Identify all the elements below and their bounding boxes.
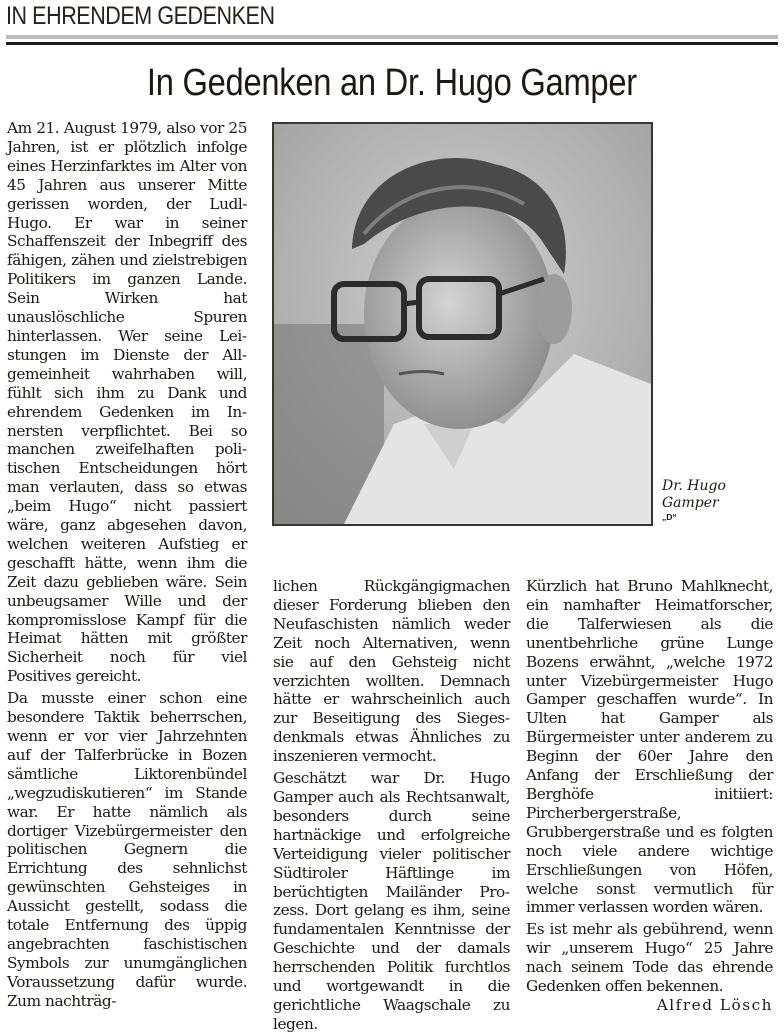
caption-line: Gamper — [662, 495, 719, 511]
caption-line: Dr. Hugo — [662, 478, 726, 494]
paragraph: Geschätzt war Dr. Hugo Gamper auch als Rechtsanwalt, besonders durch seine hartnäckige und erfolgreiche Verteidigung vieler politischer Südtiroler Häftlinge im berüchtigten Mailänder Prozess. Dort gelang es ihm, seine fundamentalen Kenntnisse der Geschichte und der damals herrschenden Politik furchtlos und wortgewandt in die gerichtliche Waagschale zu legen. — [273, 769, 510, 1033]
paragraph: lichen Rückgängigmachen dieser Forderung blieben den Neufaschisten nämlich weder Zeit noch Alternativen, wenn sie auf den Gehsteig nicht verzichten wollten. Demnach hätte er wahrscheinlich auch zur Beseitigung des Siegesdenkmals etwas Ähnliches zu inszenieren vermocht. — [273, 577, 510, 766]
author-name: Alfred Lösch — [656, 995, 773, 1014]
article-column-3 — [526, 577, 773, 1015]
portrait-photo — [272, 122, 653, 526]
headline — [0, 62, 784, 105]
header-rule-gray — [6, 35, 778, 39]
article-column-1 — [7, 119, 247, 1011]
article-column-2 — [273, 577, 510, 1034]
header-rule-dark — [6, 42, 778, 45]
photo-credit: „D“ — [662, 512, 677, 522]
paragraph: Kürzlich hat Bruno Mahlknecht, ein namhafter Heimatforscher, die Talferwiesen als die unentbehrliche grüne Lunge Bozens erwähnt, „welche 1972 unter Vizebürgermeister Hugo Gamper geschaffen wurde“. In Ulten hat Gamper als Bürgermeister unter anderem zu Beginn der 60er Jahre den Anfang der Erschließung der Berghöfe initiiert: Pircherbergerstraße, Grubbergerstraße und es folgten noch viele andere wichtige Erschließungen von Höfen, welche sonst vermutlich für immer verlassen worden wären. — [526, 577, 773, 917]
headline-text: In Gedenken an Dr. Hugo Gamper — [146, 62, 638, 104]
photo-caption — [662, 478, 726, 512]
portrait-illustration — [274, 124, 651, 524]
section-title: IN EHRENDEM GEDENKEN — [6, 2, 275, 30]
paragraph: Am 21. August 1979, also vor 25 Jahren, ist er plötzlich infolge eines Herzinfarktes im Alter von 45 Jahren aus unserer Mitte gerissen worden, der Ludl- Hugo. Er war in seiner Schaffenszeit der Inbegriff des fähigen, zähen und zielstrebigen Politikers im ganzen Lande. Sein Wirken hat unauslöschliche Spuren hinterlassen. Wer seine Leistungen im Dienste der Allgemeinheit wahrhaben will, fühlt sich ihm zu Dank und ehrendem Gedenken im Innersten verpflichtet. Bei so manchen zweifelhaften politischen Entscheidungen hört man verlauten, dass so etwas „beim Hugo“ nicht passiert wäre, ganz abgesehen davon, welchen weiteren Aufstieg er geschafft hätte, wenn ihm die Zeit dazu geblieben wäre. Sein unbeugsamer Wille und der kompromisslose Kampf für die Heimat hätten mit größter Sicherheit noch für viel Positives gereicht. — [7, 119, 247, 686]
paragraph — [526, 920, 773, 1014]
paragraph-text: Es ist mehr als gebührend, wenn wir „unserem Hugo“ 25 Jahre nach seinem Tode das ehrende Gedenken offen bekennen. — [526, 920, 773, 996]
paragraph: Da musste einer schon eine besondere Taktik beherrschen, wenn er vor vier Jahrzehnten auf der Talferbrücke in Bozen sämtliche Liktorenbündel „wegzudiskutieren“ im Stande war. Er hatte nämlich als dortiger Vizebürgermeister den politischen Gegnern die Errichtung des sehnlichst gewünschten Gehsteiges in Aussicht gestellt, sodass die totale Entfernung des üppig angebrachten faschistischen Symbols zur unumgänglichen Voraussetzung dafür wurde. Zum nachträg- — [7, 689, 247, 1010]
